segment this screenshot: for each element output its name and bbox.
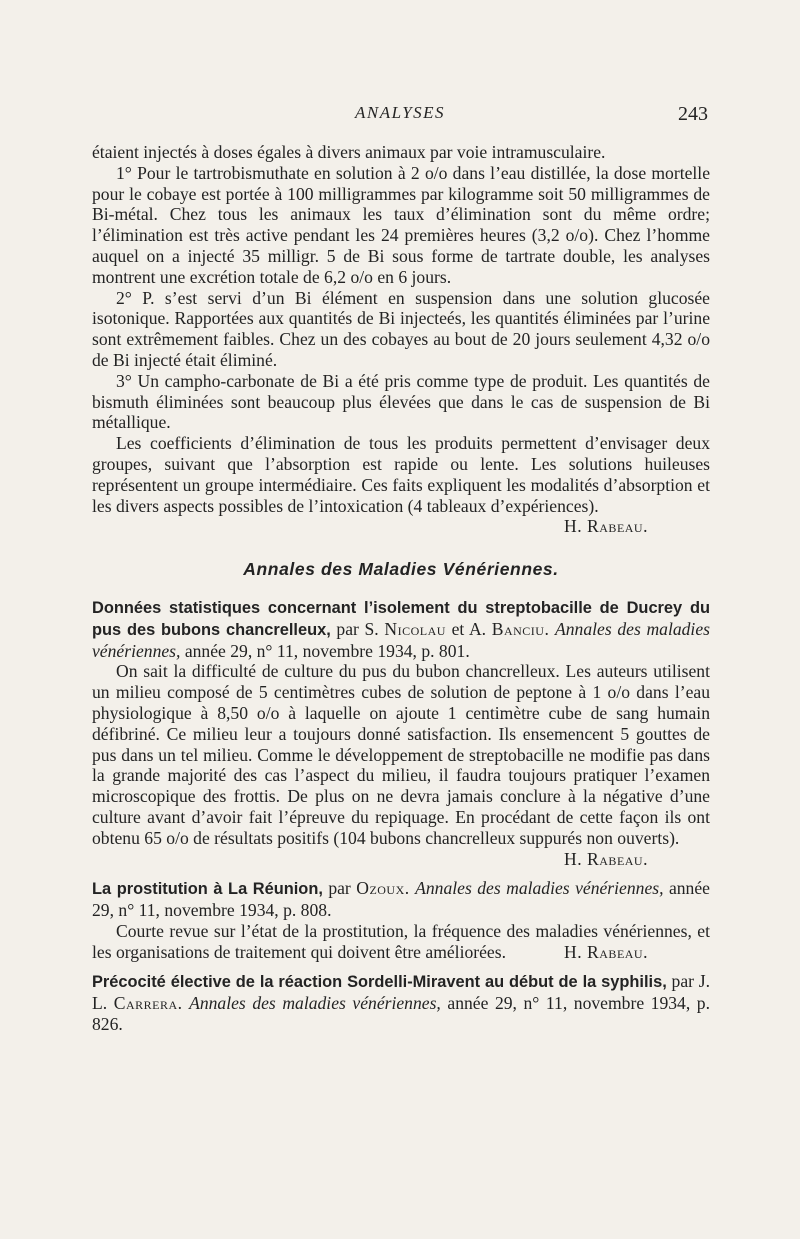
entry-2: [92, 878, 710, 962]
entry-1-title: Données statistiques concernant l’isolement du streptobacille de Ducrey du pus des bubons chancrelleux,: [92, 598, 710, 639]
entry-2-journal: Annales des maladies vénériennes,: [415, 878, 664, 899]
intro-first-line: étaient injectés à doses égales à divers animaux par voie intramusculaire.: [92, 142, 606, 162]
entry-1-authors-prefix: par S.: [336, 618, 379, 639]
entry-2-details: année 29, n° 11, novembre 1934, p. 808.: [92, 878, 710, 921]
running-head: [0, 103, 800, 127]
entry-1-journal: Annales des maladies vénériennes,: [92, 618, 710, 661]
entry-2-body-text: Courte revue sur l’état de la prostitution, la fréquence des maladies vénériennes, et les organisations de traitement qui doivent être améliorées.: [92, 920, 710, 962]
entry-2-body: [92, 921, 710, 963]
entry-1: [92, 597, 710, 869]
intro-conclusion: [92, 433, 710, 537]
intro-point-3: 3° Un campho-carbonate de Bi a été pris comme type de produit. Les quantités de bismuth éliminées sont beaucoup plus élevées que dans le cas de suspension de Bi métallique.: [92, 370, 710, 433]
intro-signature: H. Rabeau.: [564, 516, 648, 537]
entry-2-citation: [92, 878, 710, 921]
article-body: [92, 142, 710, 1035]
entry-2-title: La prostitution à La Réunion,: [92, 880, 323, 899]
entry-1-body-text: On sait la difficulté de culture du pus du bubon chancrelleux. Les auteurs utilisent un milieu composé de 5 centimètres cubes de solution de peptone à 1 o/o dans l’eau physiologique à 8,50 o/o à laquelle on ajoute 1 centimètre cube de sang humain défibriné. Ce milieu leur a toujours donné satisfaction. Ils ensemencent 5 gouttes de pus dans un tel milieu. Comme le développement de streptobacille ne modifie pas dans la grande majorité des cas l’aspect du milieu, il faudra toujours pratiquer l’examen microscopique des frottis. De plus on ne devra jamais conclure à la négative d’une culture avant d’avoir fait l’épreuve du repiquage. En procédant de cette façon ils ont obtenu 65 o/o de résultats positifs (104 bubons chancrelleux suppurés non ouverts).: [92, 661, 710, 848]
entry-3-authors-prefix: par J. L.: [92, 971, 711, 1014]
entry-1-body: [92, 661, 710, 869]
entry-3-author-1: Carrera.: [113, 993, 183, 1014]
intro-point-2: 2° P. s’est servi d’un Bi élément en suspension dans une solution glucosée isotonique. Rapportées aux quantités de Bi injecteés, les quantités éliminées par l’urine sont extrêmement faibles. Chez un des cobayes au bout de 20 jours seulement 4,32 o/o de Bi injecté était éliminé.: [92, 287, 710, 370]
entry-3: [92, 971, 710, 1034]
entry-2-authors-prefix: par: [328, 878, 351, 899]
entry-2-signature: H. Rabeau.: [564, 941, 648, 962]
entry-3-details: année 29, n° 11, novembre 1934, p. 826.: [92, 993, 711, 1035]
entry-1-details: année 29, n° 11, novembre 1934, p. 801.: [184, 640, 470, 661]
entry-3-journal: Annales des maladies vénériennes,: [189, 993, 441, 1014]
intro-conclusion-text: Les coefficients d’élimination de tous les produits permettent d’envisager deux groupes, suivant que l’absorption est rapide ou lente. Les solutions huileuses représentent un groupe intermédiaire. Ces faits expliquent les modalités d’absorption et les divers aspects possibles de l’intoxication (4 tableaux d’expériences).: [92, 433, 710, 516]
entry-1-signature: H. Rabeau.: [564, 848, 648, 869]
entry-2-author-1: Ozoux.: [356, 878, 410, 899]
entry-1-authors-mid: et A.: [451, 618, 487, 639]
entry-3-title: Précocité élective de la réaction Sordelli-Miravent au début de la syphilis,: [92, 973, 667, 992]
intro-point-1: 1° Pour le tartrobismuthate en solution à 2 o/o dans l’eau distillée, la dose mortelle pour le cobaye est portée à 100 milligrammes par kilogramme soit 50 milligrammes de Bi-métal. Chez tous les animaux les taux d’élimination sont du même ordre; l’élimination est très active pendant les 24 premières heures (3,2 o/o). Chez l’homme auquel on a injecté 35 milligr. 5 de Bi sous forme de tartrate double, les analyses montrent une excrétion totale de 6,2 o/o en 6 jours.: [92, 162, 710, 287]
entry-1-author-1: Nicolau: [384, 618, 446, 639]
entry-1-author-2: Banciu.: [491, 618, 550, 639]
page-number: 243: [678, 103, 708, 125]
section-title: Annales des Maladies Vénériennes.: [243, 559, 559, 580]
entry-3-citation: [92, 971, 710, 1034]
running-title: ANALYSES: [354, 103, 446, 122]
entry-1-citation: [92, 597, 710, 661]
